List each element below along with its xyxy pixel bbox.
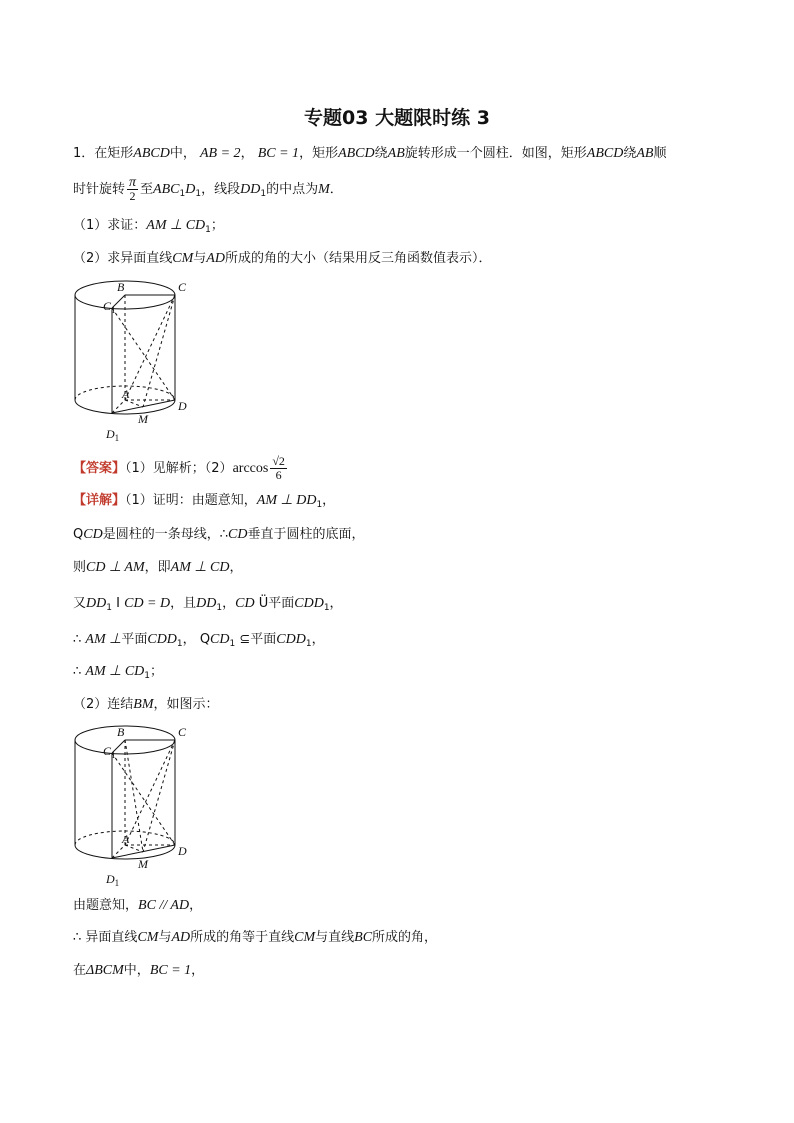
text: 与	[193, 251, 207, 266]
text: 中，	[169, 146, 196, 161]
fraction-denominator: 2	[129, 189, 136, 203]
fraction-numerator: π	[129, 175, 137, 190]
label-C1: $C_1$	[103, 299, 116, 315]
text: （2）求异面直线	[73, 251, 173, 266]
text: ∴	[219, 527, 228, 542]
detail-line-5	[73, 631, 325, 653]
fraction-numerator: √2	[272, 454, 285, 468]
answer-line	[73, 455, 289, 482]
text: ，	[191, 963, 205, 978]
detail-line-10	[73, 962, 204, 980]
text: ，矩形	[299, 146, 339, 161]
text: ⊆	[239, 632, 251, 647]
text: 在	[73, 963, 87, 978]
label-D1: $D_1$	[106, 872, 120, 888]
math: AB	[636, 146, 654, 161]
text: ∴	[73, 930, 82, 945]
text: 顺	[653, 146, 667, 161]
text: Q	[73, 527, 84, 542]
math: CD	[227, 527, 248, 542]
fraction	[127, 176, 138, 203]
detail-line-8	[73, 897, 202, 915]
detail-line-1	[73, 492, 335, 514]
subscript: 1	[216, 603, 223, 613]
math: AM ⊥ CD	[146, 218, 206, 233]
label-D: D	[178, 399, 187, 413]
subscript: 1	[260, 189, 267, 199]
label-M: M	[138, 412, 148, 426]
math: M	[318, 182, 330, 197]
text: ，	[329, 596, 343, 611]
math: BC // AD	[138, 898, 190, 913]
math: CM	[294, 930, 316, 945]
text: 平面	[268, 596, 295, 611]
math: CM	[137, 930, 159, 945]
text: 所成的角的大小（结果用反三角函数值表示）．	[224, 251, 492, 266]
math: AD	[206, 251, 225, 266]
math: AB	[387, 146, 405, 161]
math: D	[185, 182, 196, 197]
detail-line-2	[73, 526, 364, 544]
problem-line-1	[73, 145, 666, 163]
text: ，	[189, 898, 203, 913]
math: CD	[210, 632, 230, 647]
math: CM	[172, 251, 194, 266]
detail-line-4	[73, 595, 343, 617]
math: ABC	[153, 182, 180, 197]
text: 又	[73, 596, 87, 611]
subscript: 1	[195, 189, 202, 199]
text: 垂直于圆柱的底面，	[247, 527, 365, 542]
text: 所成的角等于直线	[190, 930, 295, 945]
math: AM ⊥ DD	[256, 493, 317, 508]
text: ，如图示：	[153, 697, 219, 712]
math: CDD	[294, 596, 324, 611]
label-D1: $D_1$	[106, 427, 120, 443]
math: AB = 2	[200, 146, 241, 161]
math: CD	[83, 527, 103, 542]
subscript: 1	[316, 500, 323, 510]
text: Q	[199, 632, 211, 647]
text: ．	[329, 182, 343, 197]
math: ABCD	[338, 146, 375, 161]
problem-line-2	[73, 176, 343, 203]
label-B: B	[117, 725, 125, 739]
cylinder-figure-2	[70, 723, 200, 888]
subscript: 1	[323, 603, 330, 613]
text: 所成的角，	[372, 930, 438, 945]
math: DD	[196, 596, 217, 611]
math: AD	[171, 930, 191, 945]
math: CDD	[147, 632, 177, 647]
text: 平面	[121, 632, 148, 647]
label-M: M	[138, 857, 148, 871]
math: BM	[133, 697, 154, 712]
subscript: 1	[229, 639, 236, 649]
fraction	[270, 455, 287, 482]
detail-line-3	[73, 559, 243, 577]
math: AM ⊥	[85, 632, 122, 647]
text: ∴	[73, 632, 82, 647]
math: CD = D	[124, 596, 171, 611]
math: BC = 1	[257, 146, 300, 161]
text: ；	[210, 218, 224, 233]
text: Ü	[258, 596, 269, 611]
text: 由题意知，	[73, 898, 139, 913]
subscript: 1	[205, 225, 211, 235]
text: ，且	[170, 596, 197, 611]
subscript: 1	[176, 639, 183, 649]
math: ABCD	[133, 146, 170, 161]
math: BC	[354, 930, 373, 945]
label-A: A	[122, 832, 130, 846]
page-title: 专题03 大题限时练 3	[304, 107, 490, 129]
text: ，即	[144, 560, 171, 575]
text: （2）连结	[73, 697, 134, 712]
text: （1）求证：	[73, 218, 147, 233]
text: I	[116, 596, 120, 611]
text: 是圆柱的一条母线，	[102, 527, 220, 542]
math: CDD	[276, 632, 306, 647]
math: CD	[235, 596, 255, 611]
label-C1: $C_1$	[103, 744, 116, 760]
question-2	[73, 250, 491, 268]
text: 平面	[250, 632, 277, 647]
text: 时针旋转	[73, 182, 126, 197]
text: 与	[158, 930, 172, 945]
math: DD	[240, 182, 261, 197]
text: ，	[311, 632, 325, 647]
detail-line-7	[73, 696, 219, 714]
detail-line-6	[73, 663, 163, 685]
text: 异面直线	[85, 930, 138, 945]
math: BC = 1	[149, 963, 192, 978]
math: ABCD	[586, 146, 624, 161]
math: AM ⊥ CD	[170, 560, 230, 575]
text: ，线段	[201, 182, 241, 197]
math: CD ⊥ AM	[86, 560, 145, 575]
text: 中，	[123, 963, 150, 978]
label-subscript: 1	[114, 433, 120, 443]
math: AM ⊥ CD	[85, 664, 145, 679]
text: ∴	[73, 664, 82, 679]
subscript: 1	[144, 671, 151, 681]
math: arccos	[232, 461, 269, 476]
text: 绕	[623, 146, 637, 161]
text: 与直线	[315, 930, 355, 945]
text: 绕	[374, 146, 388, 161]
subscript: 1	[305, 639, 312, 649]
label-subscript: 1	[111, 750, 116, 760]
label-A: A	[122, 387, 130, 401]
answer-tag: 【答案】	[73, 461, 126, 476]
math: ΔBCM	[86, 963, 124, 978]
label-C: C	[178, 725, 187, 739]
label-D: D	[178, 844, 187, 858]
fraction-denominator: 6	[275, 468, 282, 482]
text: ，	[322, 493, 336, 508]
label-subscript: 1	[114, 878, 120, 888]
text: ，	[182, 632, 196, 647]
text: 旋转形成一个圆柱．如图，矩形	[404, 146, 587, 161]
text: （1）见解析；（2）	[125, 461, 233, 476]
text: ；	[150, 664, 164, 679]
text: （1）证明：由题意知，	[125, 493, 257, 508]
detail-line-9	[73, 929, 437, 947]
text: 的中点为	[266, 182, 319, 197]
label-subscript: 1	[111, 305, 116, 315]
detail-tag: 【详解】	[73, 493, 126, 508]
text: 至	[140, 182, 154, 197]
subscript: 1	[179, 189, 186, 199]
label-B: B	[117, 280, 125, 294]
text: ，	[240, 146, 254, 161]
cylinder-figure-1	[70, 278, 200, 443]
math: DD	[86, 596, 107, 611]
label-C: C	[178, 280, 187, 294]
text: 则	[73, 560, 87, 575]
text: 1．在矩形	[73, 146, 134, 161]
subscript: 1	[106, 603, 112, 613]
text: ，	[222, 596, 236, 611]
text: ，	[229, 560, 243, 575]
question-1	[73, 217, 224, 239]
